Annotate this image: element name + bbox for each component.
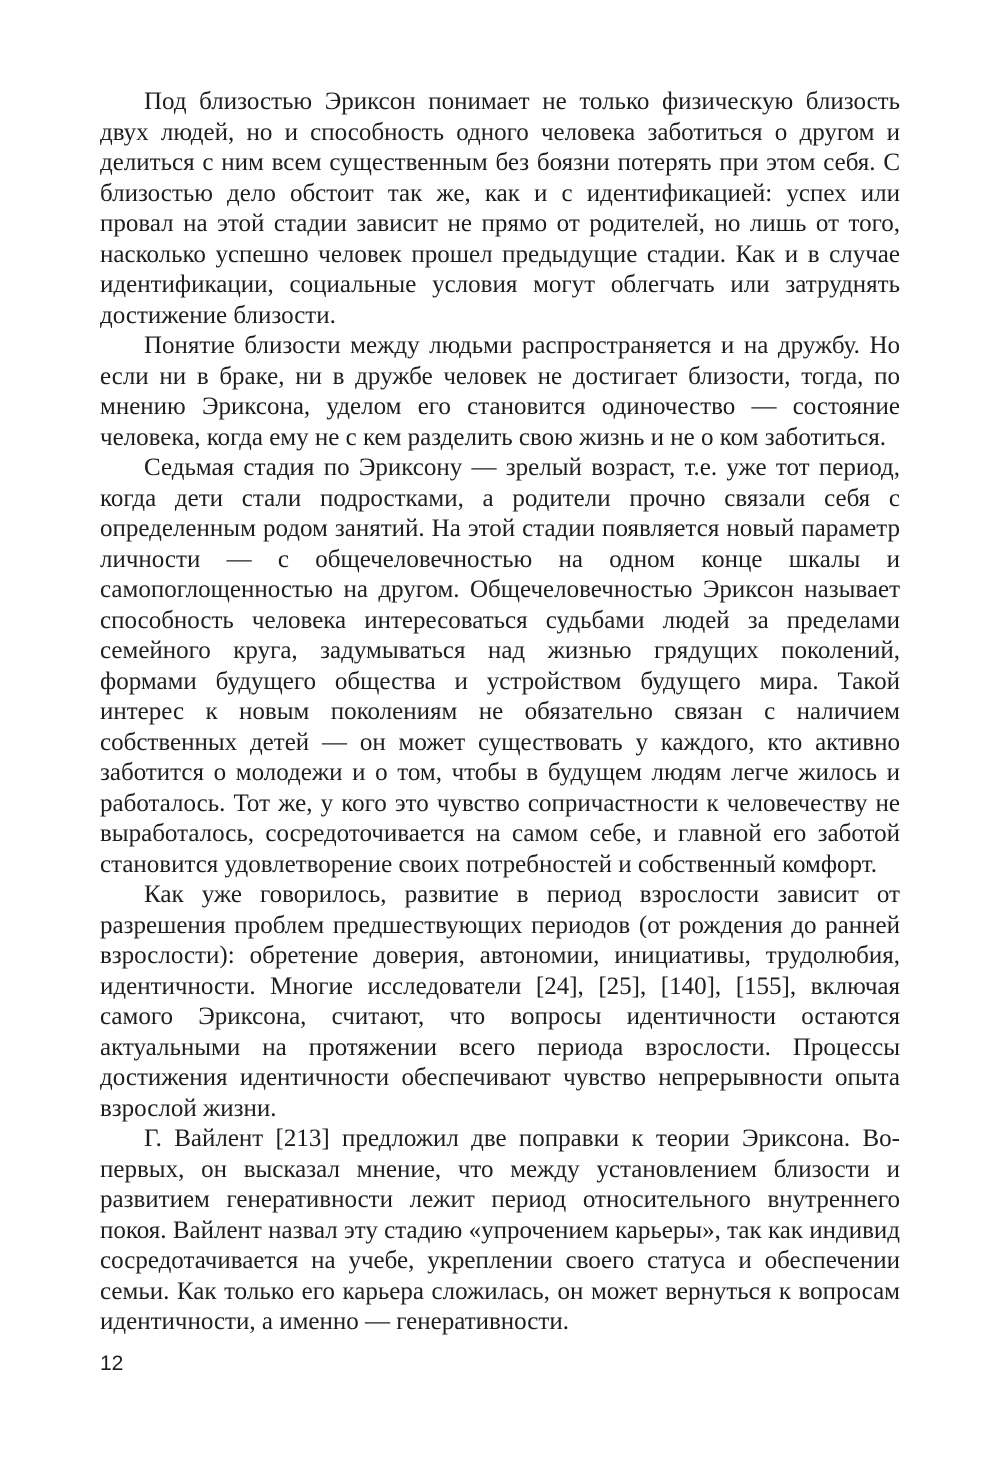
page-body: [100, 87, 900, 1338]
paragraph-adulthood-development: Как уже говорилось, развитие в период взрослости зависит от разрешения проблем предшествующих периодов (от рождения до ранней взрослости): обретение доверия, автономии, инициативы, трудолюбия, идентичности. Многие исследователи [24], [25], [140], [155], включая самого Эриксона, считают, что вопросы идентичности остаются актуальными на протяжении всего периода взрослости. Процессы достижения идентичности обеспечивают чувство непрерывности опыта взрослой жизни.: [100, 881, 900, 1122]
paragraph-intimacy: Под близостью Эриксон понимает не только физическую близость двух людей, но и способность одного человека заботиться о другом и делиться с ним всем существенным без боязни потерять при этом себя. С близостью дело обстоит так же, как и с идентификацией: успех или провал на этой стадии зависит не прямо от родителей, но лишь от того, насколько успешно человек прошел предыдущие стадии. Как и в случае идентификации, социальные условия могут облегчать или затруднять достижение близости.: [100, 88, 900, 329]
paragraph-vaillant: Г. Вайлент [213] предложил две поправки к теории Эриксона. Во-первых, он высказал мнение, что между установлением близости и развитием генеративности лежит период относительного внутреннего покоя. Вайлент назвал эту стадию «упрочением карьеры», так как индивид сосредотачивается на учебе, укреплении своего статуса и обеспечении семьи. Как только его карьера сложилась, он может вернуться к вопросам идентичности, а именно — генеративности.: [100, 1125, 900, 1335]
paragraph-friendship: Понятие близости между людьми распространяется и на дружбу. Но если ни в браке, ни в дружбе человек не достигает близости, тогда, по мнению Эриксона, уделом его становится одиночество — состояние человека, когда ему не с кем разделить свою жизнь и не о ком заботиться.: [100, 332, 900, 451]
paragraph-seventh-stage: Седьмая стадия по Эриксону — зрелый возраст, т.е. уже тот период, когда дети стали подростками, а родители прочно связали себя с определенным родом занятий. На этой стадии появляется новый параметр личности — с общечеловечностью на одном конце шкалы и самопоглощенностью на другом. Общечеловечностью Эриксон называет способность человека интересоваться судьбами людей за пределами семейного круга, задумываться над жизнью грядущих поколений, формами будущего общества и устройством будущего мира. Такой интерес к новым поколениям не обязательно связан с наличием собственных детей — он может существовать у каждого, кто активно заботится о молодежи и о том, чтобы в будущем людям легче жилось и работалось. Тот же, у кого это чувство сопричастности к человечеству не выработалось, сосредоточивается на самом себе, и главной его заботой становится удовлетворение своих потребностей и собственный комфорт.: [100, 454, 900, 878]
page-number: 12: [100, 1352, 124, 1375]
